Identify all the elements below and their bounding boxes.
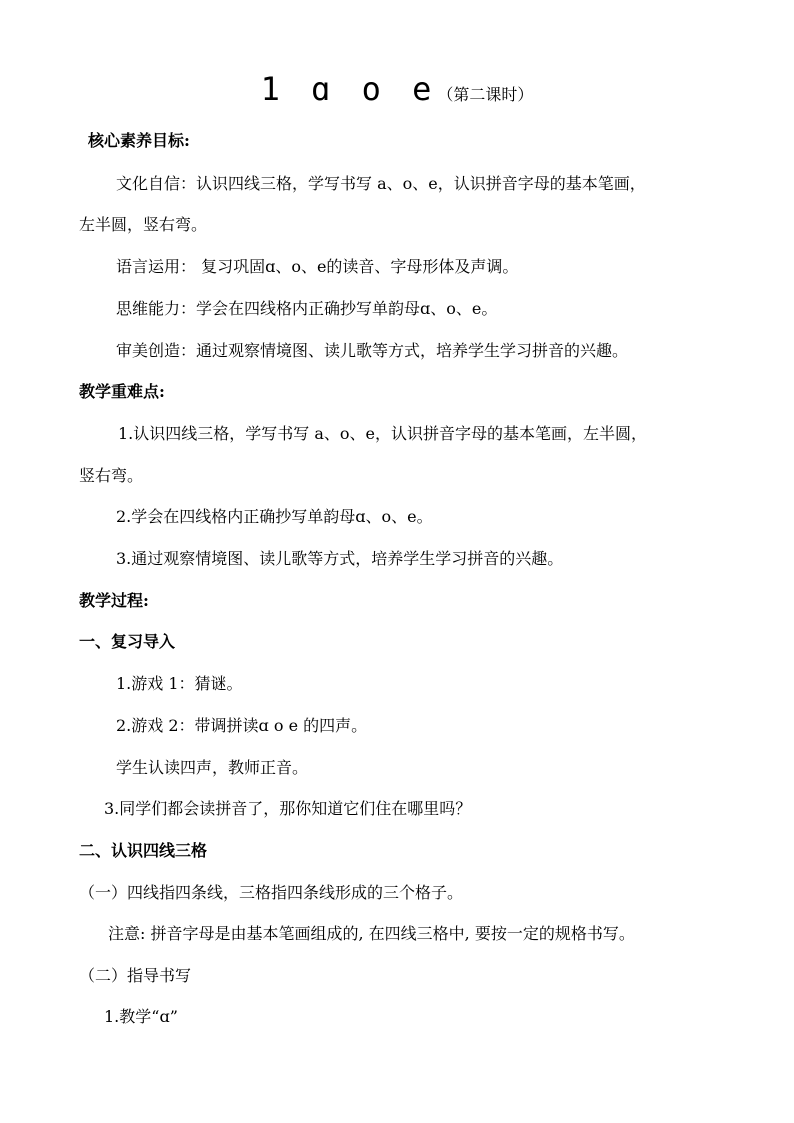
paragraph-line: 2.学会在四线格内正确抄写单韵母ɑ、o、e。	[116, 507, 433, 526]
paragraph-line: 3.同学们都会读拼音了，那你知道它们住在哪里吗？	[104, 799, 472, 818]
page-title	[0, 70, 794, 108]
paragraph-line: 左半圆，竖右弯。	[79, 215, 208, 234]
heading-teaching-process: 教学过程:	[79, 591, 149, 610]
heading-part1: 一、复习导入	[79, 632, 176, 651]
heading-core-goals: 核心素养目标:	[88, 131, 190, 150]
heading-part2: 二、认识四线三格	[79, 841, 208, 860]
paragraph-line: 学生认读四声，教师正音。	[116, 758, 309, 777]
paragraph-line: （二）指导书写	[79, 966, 192, 985]
heading-key-difficulties: 教学重难点:	[79, 382, 165, 401]
paragraph-line: （一）四线指四条线，三格指四条线形成的三个格子。	[79, 883, 464, 902]
paragraph-line: 3.通过观察情境图、读儿歌等方式，培养学生学习拼音的兴趣。	[116, 549, 564, 568]
title-main: 1 ɑ o e	[260, 70, 438, 108]
paragraph-line: 注意: 拼音字母是由基本笔画组成的, 在四线三格中, 要按一定的规格书写。	[108, 924, 635, 943]
paragraph-line: 1.教学“ɑ”	[104, 1007, 178, 1026]
paragraph-line: 思维能力：学会在四线格内正确抄写单韵母ɑ、o、e。	[116, 299, 498, 318]
paragraph-line: 2.游戏 2：带调拼读ɑ o e 的四声。	[116, 716, 368, 735]
paragraph-line: 1.游戏 1：猜谜。	[116, 674, 243, 693]
paragraph-line: 1.认识四线三格，学写书写 a、o、e，认识拼音字母的基本笔画，左半圆，	[118, 424, 647, 443]
paragraph-line: 语言运用： 复习巩固ɑ、o、e的读音、字母形体及声调。	[116, 257, 519, 276]
title-subtitle: （第二课时）	[437, 85, 534, 104]
paragraph-line: 审美创造：通过观察情境图、读儿歌等方式，培养学生学习拼音的兴趣。	[116, 341, 629, 360]
paragraph-line: 文化自信：认识四线三格，学写书写 a、o、e，认识拼音字母的基本笔画，	[116, 174, 646, 193]
paragraph-line: 竖右弯。	[79, 466, 144, 485]
